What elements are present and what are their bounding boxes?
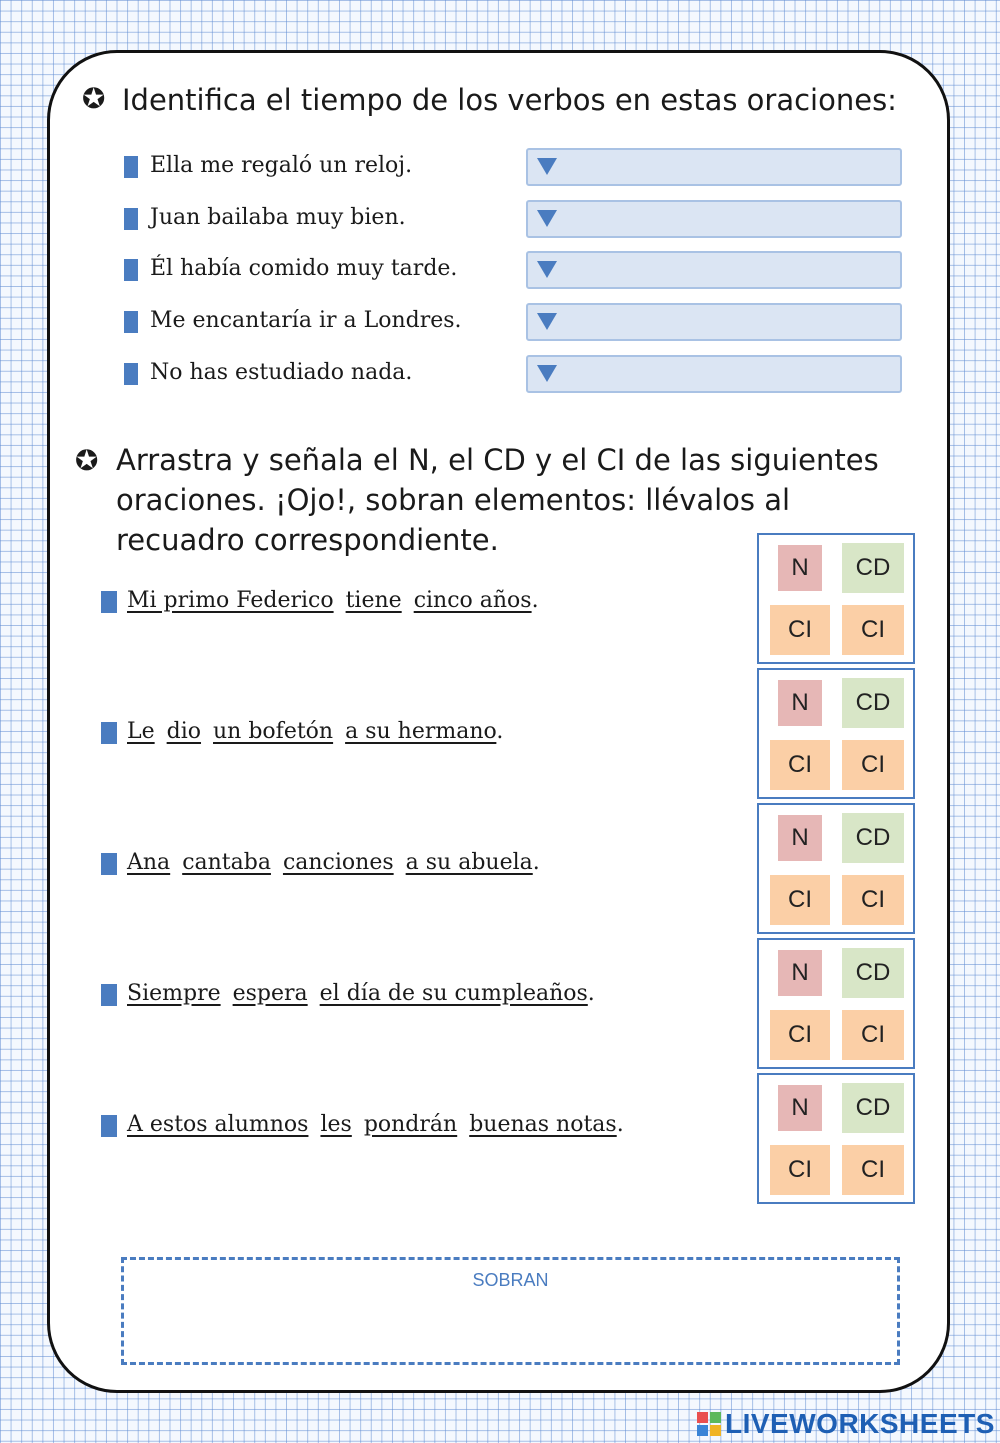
ci-chip[interactable]: CI: [842, 740, 904, 790]
label-box: [757, 938, 915, 1069]
tense-dropdown[interactable]: [526, 200, 902, 238]
verb-question-row: [124, 253, 904, 293]
bullet-marker: [101, 1115, 117, 1137]
sobran-label: SOBRAN: [472, 1270, 549, 1290]
sentence-row: [101, 1112, 741, 1152]
verb-sentence: Ella me regaló un reloj.: [150, 153, 413, 178]
dropdown-arrow-icon[interactable]: [537, 210, 557, 227]
sentence-row: [101, 588, 741, 628]
sentence-token[interactable]: A estos alumnos: [127, 1112, 309, 1137]
sentence-text: [127, 1112, 624, 1137]
tense-dropdown[interactable]: [526, 355, 902, 393]
bullet-marker: [101, 722, 117, 744]
sentence-period: .: [616, 1112, 624, 1137]
sentence-token[interactable]: cantaba: [182, 850, 271, 875]
cd-chip[interactable]: CD: [842, 1083, 904, 1133]
sentence-token[interactable]: dio: [166, 719, 202, 744]
cd-chip[interactable]: CD: [842, 678, 904, 728]
ci-chip[interactable]: CI: [842, 875, 904, 925]
verb-question-row: [124, 202, 904, 242]
verb-sentence: Me encantaría ir a Londres.: [150, 308, 462, 333]
n-chip[interactable]: N: [778, 950, 822, 996]
bullet-marker: [124, 156, 138, 178]
sentence-text: [127, 719, 503, 744]
sentence-row: [101, 981, 741, 1021]
tense-dropdown[interactable]: [526, 148, 902, 186]
sentence-token[interactable]: espera: [232, 981, 308, 1006]
ci-chip[interactable]: CI: [770, 1145, 830, 1195]
sentence-token[interactable]: Ana: [127, 850, 171, 875]
section2-title: Arrastra y señala el N, el CD y el CI de las siguientes oraciones. ¡Ojo!, sobran elementos: llévalos al recuadro correspondiente.: [116, 443, 879, 557]
ci-chip[interactable]: CI: [842, 1010, 904, 1060]
bullet-marker: [124, 208, 138, 230]
verb-question-row: [124, 305, 904, 345]
sentence-text: [127, 850, 540, 875]
ci-chip[interactable]: CI: [770, 875, 830, 925]
sentence-token[interactable]: a su hermano: [345, 719, 497, 744]
section1-title: Identifica el tiempo de los verbos en estas oraciones:: [122, 83, 897, 117]
ci-chip[interactable]: CI: [770, 740, 830, 790]
sentence-token[interactable]: pondrán: [363, 1112, 458, 1137]
brand-name: LIVEWORKSHEETS: [725, 1408, 995, 1439]
n-chip[interactable]: N: [778, 545, 822, 591]
sentence-token[interactable]: a su abuela: [405, 850, 533, 875]
sentence-token[interactable]: Mi primo Federico: [127, 588, 334, 613]
cd-chip[interactable]: CD: [842, 948, 904, 998]
sentence-token[interactable]: buenas notas: [469, 1112, 617, 1137]
liveworksheets-logo: [697, 1409, 995, 1439]
label-box: [757, 668, 915, 799]
sentence-period: .: [532, 850, 540, 875]
star-icon: ✪: [82, 82, 106, 115]
verb-sentence: No has estudiado nada.: [150, 360, 413, 385]
sentence-text: [127, 588, 539, 613]
logo-icon: [697, 1412, 721, 1436]
bullet-marker: [101, 984, 117, 1006]
dropdown-arrow-icon[interactable]: [537, 313, 557, 330]
bullet-marker: [101, 591, 117, 613]
bullet-marker: [124, 259, 138, 281]
sobran-drop-zone[interactable]: [121, 1257, 900, 1365]
ci-chip[interactable]: CI: [842, 1145, 904, 1195]
sentence-period: .: [531, 588, 539, 613]
sentence-token[interactable]: canciones: [282, 850, 394, 875]
ci-chip[interactable]: CI: [842, 605, 904, 655]
sentence-text: [127, 981, 595, 1006]
dropdown-arrow-icon[interactable]: [537, 261, 557, 278]
label-box: [757, 803, 915, 934]
label-box: [757, 1073, 915, 1204]
sentence-token[interactable]: Siempre: [127, 981, 221, 1006]
sentence-token[interactable]: tiene: [345, 588, 402, 613]
star-icon: ✪: [75, 444, 99, 477]
label-box: [757, 533, 915, 664]
cd-chip[interactable]: CD: [842, 813, 904, 863]
verb-sentence: Él había comido muy tarde.: [150, 256, 458, 281]
n-chip[interactable]: N: [778, 815, 822, 861]
ci-chip[interactable]: CI: [770, 1010, 830, 1060]
n-chip[interactable]: N: [778, 680, 822, 726]
dropdown-arrow-icon[interactable]: [537, 365, 557, 382]
tense-dropdown[interactable]: [526, 251, 902, 289]
tense-dropdown[interactable]: [526, 303, 902, 341]
section1-heading: [82, 80, 962, 124]
sentence-row: [101, 850, 741, 890]
verb-question-row: [124, 357, 904, 397]
sentence-token[interactable]: un bofetón: [213, 719, 334, 744]
verb-sentence: Juan bailaba muy bien.: [150, 205, 406, 230]
dropdown-arrow-icon[interactable]: [537, 158, 557, 175]
bullet-marker: [124, 363, 138, 385]
sentence-token[interactable]: el día de su cumpleaños: [319, 981, 588, 1006]
bullet-marker: [101, 853, 117, 875]
verb-question-row: [124, 150, 904, 190]
sentence-token[interactable]: Le: [127, 719, 155, 744]
n-chip[interactable]: N: [778, 1085, 822, 1131]
ci-chip[interactable]: CI: [770, 605, 830, 655]
sentence-period: .: [587, 981, 595, 1006]
sentence-token[interactable]: cinco años: [413, 588, 532, 613]
bullet-marker: [124, 311, 138, 333]
sentence-token[interactable]: les: [320, 1112, 352, 1137]
cd-chip[interactable]: CD: [842, 543, 904, 593]
sentence-row: [101, 719, 741, 759]
sentence-period: .: [496, 719, 504, 744]
